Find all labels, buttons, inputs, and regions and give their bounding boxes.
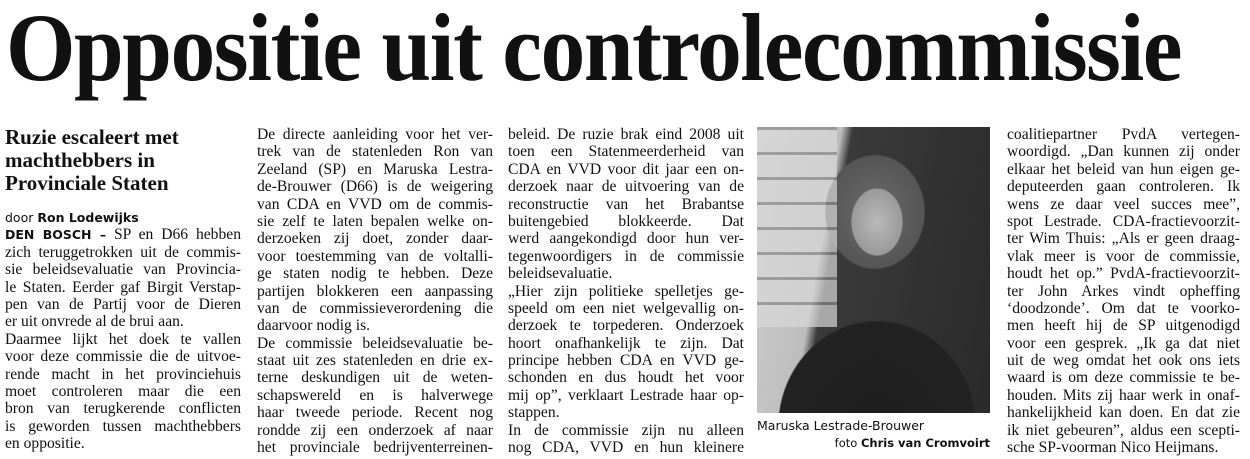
- text-line: daarvoor nodig is.: [257, 317, 371, 335]
- text-line: voor een gesprek. „Ik ga dat niet: [1007, 334, 1240, 352]
- text-line: van de commissieverordening die: [257, 299, 493, 317]
- text-line: houdt het op.” PvdA-fractievoorzit-: [1007, 265, 1240, 283]
- photo-credit: [757, 436, 990, 450]
- text-line: toen een Statenmeerderheid van: [508, 143, 744, 161]
- text-line: rondde zij een onderzoek af naar: [257, 421, 493, 439]
- text-line: partijen blokkeren een aanpassing: [257, 282, 493, 300]
- text-line: tegenwoordigers in de commissie: [508, 247, 744, 265]
- text-line: is geworden tussen machthebbers: [5, 417, 241, 435]
- text-line: principe hebben CDA en VVD ge-: [508, 352, 744, 370]
- text-line: mij op”, verklaart Lestrade haar op-: [508, 386, 744, 404]
- text-line: spot Lestrade. CDA-fractievoorzit-: [1007, 212, 1240, 230]
- byline: [5, 209, 241, 226]
- text-line: speeld om een niet welgevallig on-: [508, 299, 744, 317]
- text-line: Daarmee lijkt het doek te vallen: [5, 330, 241, 348]
- column-4: [1007, 126, 1240, 456]
- column-1: [5, 126, 241, 452]
- credit-name: Chris van Cromvoirt: [860, 436, 990, 450]
- text-line: sie zelf te laten bepalen welke on-: [257, 212, 493, 230]
- text-line: coalitiepartner PvdA vertegen-: [1007, 126, 1240, 143]
- text-line: sche SP-voorman Nico Heijmans.: [1007, 439, 1219, 457]
- text-line: moet controleren maar die een: [5, 382, 241, 400]
- column-2: [257, 126, 493, 456]
- text-line: sie beleidsevaluatie van Provincia-: [5, 261, 241, 279]
- text-line: hankelijkheid kan doen. En dat zie: [1007, 404, 1240, 422]
- byline-author: Ron Lodewijks: [37, 210, 139, 225]
- text-line: nog CDA, VVD en hun kleinere: [508, 439, 744, 457]
- text-line: men heeft hij de SP uitgenodigd: [1007, 317, 1240, 335]
- text-line: ge staten nodig te hebben. Deze: [257, 265, 493, 283]
- text-line: schonden en dus houdt het voor: [508, 369, 744, 387]
- text-line: vlak meer is voor de commissie,: [1007, 247, 1240, 265]
- text-line: bron van terugkerende conflicten: [5, 400, 241, 418]
- subheadline-line: Ruzie escaleert met: [5, 125, 179, 149]
- text-line: zich teruggetrokken uit de commis-: [5, 243, 241, 261]
- text-line: Zeeland (SP) en Maruska Lestra-: [257, 160, 493, 178]
- text-line: ter Wim Thuis: „Als er geen draag-: [1007, 230, 1240, 248]
- text-line: derzoeken zij doet, zonder daar-: [257, 230, 493, 248]
- text-line: wens ze daar veel succes mee”,: [1007, 195, 1240, 213]
- text-line: van CDA en VVD om de commis-: [257, 195, 493, 213]
- portrait-photo: [757, 127, 990, 413]
- brick-wall: [757, 127, 837, 327]
- text-line: deputeerden gaan controleren. Ik: [1007, 178, 1240, 196]
- byline-prefix: door: [5, 210, 34, 225]
- text-line: werd aangekondigd door hun ver-: [508, 230, 744, 248]
- text-line: ik niet gebeuren”, aldus een scepti-: [1007, 421, 1240, 439]
- text-line: De commissie beleidsevaluatie be-: [257, 334, 493, 352]
- text-line: staat uit zes statenleden en drie ex-: [257, 352, 493, 370]
- text-line: schapswereld en is halverwege: [257, 386, 493, 404]
- text-line: voor deze commissie die de uitvoe-: [5, 348, 241, 366]
- text-line: waard is om deze commissie te be-: [1007, 369, 1240, 387]
- text-line: trek van de statenleden Ron van: [257, 143, 493, 161]
- text-line: ‘doodzonde’. Om dat te voorko-: [1007, 299, 1240, 317]
- text-line: [5, 226, 241, 243]
- text-line: pen van de Partij voor de Dieren: [5, 295, 241, 313]
- text-line: het provinciale bedrijventerreinen-: [257, 439, 493, 457]
- subheadline-line: Provinciale Staten: [5, 171, 169, 195]
- photo-caption: Maruska Lestrade-Brouwer: [757, 418, 925, 433]
- dateline: DEN BOSCH –: [5, 227, 107, 243]
- text-line-rest: SP en D66 hebben: [106, 226, 241, 244]
- text-line: reconstructie van het Brabantse: [508, 195, 744, 213]
- text-line: voor toestemming van de voltalli-: [257, 247, 493, 265]
- text-line: uit de weg omdat het ook ons iets: [1007, 352, 1240, 370]
- headline: Oppositie uit controlecommissie: [6, 0, 1182, 101]
- text-line: houden. Mits zij haar werk in onaf-: [1007, 386, 1240, 404]
- text-line: stappen.: [508, 404, 560, 422]
- text-line: terne deskundigen uit de weten-: [257, 369, 493, 387]
- column-1-body: [5, 226, 241, 452]
- column-3: [508, 126, 744, 456]
- text-line: De directe aanleiding voor het ver-: [257, 126, 493, 143]
- text-line: „Hier zijn politieke spelletjes ge-: [508, 282, 744, 300]
- text-line: In de commissie zijn nu alleen: [508, 421, 744, 439]
- text-line: er uit onvrede al de brui aan.: [5, 313, 184, 331]
- text-line: CDA en VVD voor dit jaar een on-: [508, 160, 744, 178]
- text-line: haar tweede periode. Recent nog: [257, 404, 493, 422]
- text-line: derzoek naar de uitvoering van de: [508, 178, 744, 196]
- text-line: ter John Arkes vindt opheffing: [1007, 282, 1240, 300]
- text-line: hoort onafhankelijk te zijn. Dat: [508, 334, 744, 352]
- text-line: elkaar het beleid van hun eigen ge-: [1007, 160, 1240, 178]
- text-line: de-Brouwer (D66) is de weigering: [257, 178, 493, 196]
- text-line: derzoek te torpederen. Onderzoek: [508, 317, 744, 335]
- text-line: woordigd. „Dan kunnen zij onder: [1007, 143, 1240, 161]
- text-line: beleid. De ruzie brak eind 2008 uit: [508, 126, 744, 143]
- text-line: rende macht in het provinciehuis: [5, 365, 241, 383]
- text-line: le Staten. Eerder gaf Birgit Verstap-: [5, 278, 241, 296]
- text-line: beleidsevaluatie.: [508, 265, 613, 283]
- subheadline: [5, 126, 241, 195]
- credit-prefix: foto: [834, 436, 858, 450]
- text-line: buitengebied blokkeerde. Dat: [508, 212, 744, 230]
- text-line: en oppositie.: [5, 435, 85, 453]
- subheadline-line: machthebbers in: [5, 148, 155, 172]
